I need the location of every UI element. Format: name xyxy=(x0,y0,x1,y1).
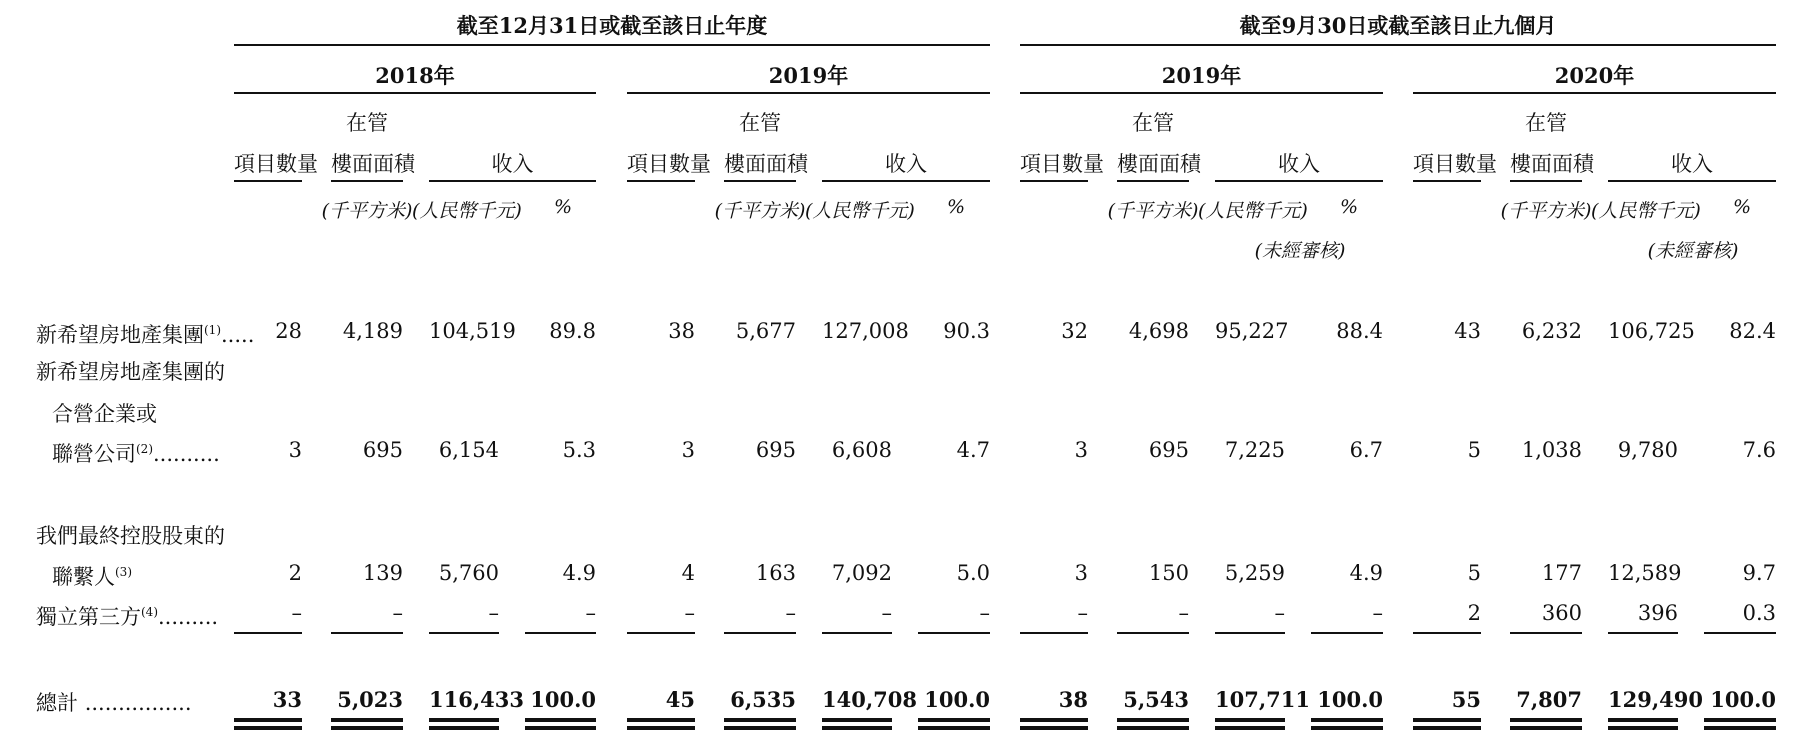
total-double-rule xyxy=(1510,718,1582,722)
col-header-project-count: 項目數量 xyxy=(1020,152,1104,176)
table-cell: 5.3 xyxy=(562,438,596,462)
table-cell: 5 xyxy=(1467,438,1481,462)
year-header-2018: 2018年 xyxy=(375,63,455,88)
table-cell: 3 xyxy=(288,438,302,462)
table-cell: 28 xyxy=(275,319,302,343)
table-cell: 2 xyxy=(1467,601,1481,625)
table-cell: 5,677 xyxy=(735,319,796,343)
table-cell: 4,698 xyxy=(1128,319,1189,343)
subtotal-rule xyxy=(234,632,302,634)
total-double-rule xyxy=(627,718,695,722)
col-header-gfa: 樓面面積 xyxy=(1117,152,1201,176)
col-rule xyxy=(822,180,990,182)
subtotal-rule xyxy=(525,632,596,634)
total-double-rule xyxy=(234,718,302,722)
total-double-rule xyxy=(627,726,695,730)
row-label-jv-line2: 合營企業或 xyxy=(52,402,157,426)
row-label-third-party: 獨立第三方$^{(4)}$......... xyxy=(36,605,219,629)
total-cell: 107,711 xyxy=(1215,687,1310,712)
col-header-project-count: 項目數量 xyxy=(1413,152,1497,176)
total-double-rule xyxy=(1413,718,1481,722)
col-header-gfa: 樓面面積 xyxy=(331,152,415,176)
col-header-revenue: 收入 xyxy=(885,152,927,176)
unit-revenue: (人民幣千元) xyxy=(1591,200,1701,222)
table-cell: 6,154 xyxy=(438,438,499,462)
table-cell: 4.7 xyxy=(956,438,990,462)
total-cell: 38 xyxy=(1058,687,1088,712)
col-rule xyxy=(1413,180,1481,182)
period-header-annual: 截至12月31日或截至該日止年度 xyxy=(456,13,768,38)
table-cell: 0.3 xyxy=(1742,601,1776,625)
col-header-project-count: 項目數量 xyxy=(627,152,711,176)
total-cell: 100.0 xyxy=(1710,687,1776,712)
col-rule xyxy=(1020,180,1088,182)
subtotal-rule xyxy=(1020,632,1088,634)
table-cell: 43 xyxy=(1454,319,1481,343)
total-double-rule xyxy=(429,726,499,730)
table-cell: 90.3 xyxy=(943,319,990,343)
table-cell: 1,038 xyxy=(1521,438,1582,462)
row-label-jv-line1: 新希望房地產集團的 xyxy=(36,360,225,384)
subtotal-rule xyxy=(918,632,990,634)
table-cell: – xyxy=(392,601,403,625)
table-cell: – xyxy=(1077,601,1088,625)
total-cell: 129,490 xyxy=(1608,687,1703,712)
subtotal-rule xyxy=(822,632,892,634)
table-cell: 4,189 xyxy=(342,319,403,343)
total-double-rule xyxy=(429,718,499,722)
table-cell: 695 xyxy=(755,438,796,462)
col-rule xyxy=(1608,180,1776,182)
total-cell: 100.0 xyxy=(924,687,990,712)
row-label-associates-line1: 我們最終控股股東的 xyxy=(36,524,225,548)
table-cell: 104,519 xyxy=(429,319,516,343)
subtotal-rule xyxy=(331,632,403,634)
year-rule xyxy=(1020,92,1383,94)
unit-gfa: (千平方米) xyxy=(1107,200,1199,222)
total-double-rule xyxy=(822,718,892,722)
unit-gfa: (千平方米) xyxy=(714,200,806,222)
total-double-rule xyxy=(724,718,796,722)
unit-percent: % xyxy=(946,196,966,218)
total-cell: 7,807 xyxy=(1516,687,1582,712)
total-double-rule xyxy=(331,718,403,722)
table-cell: 6.7 xyxy=(1349,438,1383,462)
subtotal-rule xyxy=(1608,632,1678,634)
total-double-rule xyxy=(918,718,990,722)
total-double-rule xyxy=(822,726,892,730)
col-rule xyxy=(627,180,695,182)
unit-gfa: (千平方米) xyxy=(1500,200,1592,222)
total-double-rule xyxy=(1311,718,1383,722)
table-cell: 82.4 xyxy=(1729,319,1776,343)
total-cell: 100.0 xyxy=(530,687,596,712)
total-cell: 100.0 xyxy=(1317,687,1383,712)
col-rule xyxy=(1215,180,1383,182)
col-header-gfa-top: 在管 xyxy=(346,111,388,135)
total-double-rule xyxy=(1704,726,1776,730)
total-double-rule xyxy=(1215,718,1285,722)
table-cell: 106,725 xyxy=(1608,319,1695,343)
table-cell: 5 xyxy=(1467,561,1481,585)
table-cell: 6,232 xyxy=(1521,319,1582,343)
total-cell: 33 xyxy=(272,687,302,712)
total-double-rule xyxy=(1020,726,1088,730)
table-cell: – xyxy=(291,601,302,625)
table-cell: 9,780 xyxy=(1617,438,1678,462)
unit-gfa: (千平方米) xyxy=(321,200,413,222)
subtotal-rule xyxy=(627,632,695,634)
subtotal-rule xyxy=(1215,632,1285,634)
total-double-rule xyxy=(1510,726,1582,730)
total-cell: 45 xyxy=(665,687,695,712)
total-double-rule xyxy=(331,726,403,730)
col-header-project-count: 項目數量 xyxy=(234,152,318,176)
table-cell: – xyxy=(785,601,796,625)
table-cell: 89.8 xyxy=(549,319,596,343)
table-cell: 88.4 xyxy=(1336,319,1383,343)
unit-revenue: (人民幣千元) xyxy=(412,200,522,222)
total-cell: 6,535 xyxy=(730,687,796,712)
table-cell: 360 xyxy=(1541,601,1582,625)
table-cell: 139 xyxy=(362,561,403,585)
subtotal-rule xyxy=(1510,632,1582,634)
unit-revenue: (人民幣千元) xyxy=(1198,200,1308,222)
table-cell: – xyxy=(684,601,695,625)
total-cell: 140,708 xyxy=(822,687,917,712)
table-cell: – xyxy=(979,601,990,625)
year-header-2020: 2020年 xyxy=(1554,63,1635,88)
total-double-rule xyxy=(1413,726,1481,730)
total-double-rule xyxy=(525,726,596,730)
row-label-jv-associates: 聯營公司$^{(2)}$.......... xyxy=(52,442,220,466)
table-cell: 695 xyxy=(362,438,403,462)
row-label-total: 總計 ................ xyxy=(36,691,192,715)
col-header-gfa-top: 在管 xyxy=(1132,111,1174,135)
unit-unaudited: (未經審核) xyxy=(1254,240,1346,262)
col-rule xyxy=(429,180,596,182)
col-rule xyxy=(234,180,302,182)
subtotal-rule xyxy=(1704,632,1776,634)
col-header-revenue: 收入 xyxy=(491,152,534,176)
table-cell: 95,227 xyxy=(1215,319,1289,343)
col-header-gfa: 樓面面積 xyxy=(1510,152,1594,176)
period-rule-annual xyxy=(234,44,990,46)
table-cell: 3 xyxy=(1074,561,1088,585)
table-cell: 695 xyxy=(1148,438,1189,462)
row-label-associates: 聯繫人$^{(3)}$ xyxy=(52,565,132,589)
period-rule-nine-months xyxy=(1020,44,1776,46)
table-cell: 4.9 xyxy=(562,561,596,585)
table-cell: 5,760 xyxy=(438,561,499,585)
table-cell: 396 xyxy=(1637,601,1678,625)
table-cell: – xyxy=(585,601,596,625)
period-header-nine-months: 截至9月30日或截至該日止九個月 xyxy=(1239,13,1557,38)
total-double-rule xyxy=(1608,726,1678,730)
total-double-rule xyxy=(525,718,596,722)
year-header-2019-nine-months: 2019年 xyxy=(1161,63,1242,88)
table-cell: 2 xyxy=(288,561,302,585)
total-double-rule xyxy=(1117,718,1189,722)
year-rule xyxy=(234,92,596,94)
unit-revenue: (人民幣千元) xyxy=(805,200,915,222)
table-cell: 150 xyxy=(1148,561,1189,585)
total-double-rule xyxy=(234,726,302,730)
table-cell: 3 xyxy=(681,438,695,462)
table-cell: – xyxy=(1372,601,1383,625)
table-cell: 5,259 xyxy=(1224,561,1285,585)
col-header-gfa-top: 在管 xyxy=(739,111,781,135)
table-cell: 32 xyxy=(1061,319,1088,343)
total-double-rule xyxy=(1608,718,1678,722)
unit-percent: % xyxy=(1732,196,1752,218)
col-header-revenue: 收入 xyxy=(1671,152,1713,176)
table-cell: – xyxy=(488,601,499,625)
table-cell: 7,092 xyxy=(831,561,892,585)
subtotal-rule xyxy=(429,632,499,634)
col-rule xyxy=(331,180,403,182)
table-cell: – xyxy=(1274,601,1285,625)
row-label-new-hope-group: 新希望房地產集團$^{(1)}$..... xyxy=(36,323,255,347)
total-double-rule xyxy=(1117,726,1189,730)
total-double-rule xyxy=(724,726,796,730)
table-cell: 6,608 xyxy=(831,438,892,462)
table-cell: 7,225 xyxy=(1224,438,1285,462)
total-double-rule xyxy=(1020,718,1088,722)
subtotal-rule xyxy=(1413,632,1481,634)
unit-percent: % xyxy=(1339,196,1359,218)
table-cell: 4.9 xyxy=(1349,561,1383,585)
table-cell: 9.7 xyxy=(1742,561,1776,585)
total-cell: 5,543 xyxy=(1123,687,1189,712)
total-cell: 55 xyxy=(1451,687,1481,712)
col-rule xyxy=(1510,180,1582,182)
table-cell: 163 xyxy=(755,561,796,585)
table-cell: 12,589 xyxy=(1608,561,1682,585)
unit-unaudited: (未經審核) xyxy=(1647,240,1739,262)
total-cell: 5,023 xyxy=(337,687,403,712)
table-cell: 38 xyxy=(668,319,695,343)
subtotal-rule xyxy=(1117,632,1189,634)
total-double-rule xyxy=(918,726,990,730)
col-header-gfa-top: 在管 xyxy=(1525,111,1567,135)
table-cell: 127,008 xyxy=(822,319,909,343)
total-cell: 116,433 xyxy=(429,687,524,712)
table-cell: 177 xyxy=(1541,561,1582,585)
subtotal-rule xyxy=(1311,632,1383,634)
total-double-rule xyxy=(1215,726,1285,730)
total-double-rule xyxy=(1704,718,1776,722)
table-cell: 3 xyxy=(1074,438,1088,462)
year-rule xyxy=(1413,92,1776,94)
col-header-revenue: 收入 xyxy=(1278,152,1320,176)
col-header-gfa: 樓面面積 xyxy=(724,152,808,176)
col-rule xyxy=(724,180,796,182)
year-header-2019: 2019年 xyxy=(768,63,849,88)
table-cell: – xyxy=(1178,601,1189,625)
table-cell: – xyxy=(881,601,892,625)
unit-percent: % xyxy=(553,196,573,218)
subtotal-rule xyxy=(724,632,796,634)
col-rule xyxy=(1117,180,1189,182)
total-double-rule xyxy=(1311,726,1383,730)
table-cell: 4 xyxy=(681,561,695,585)
table-cell: 5.0 xyxy=(956,561,990,585)
year-rule xyxy=(627,92,990,94)
table-cell: 7.6 xyxy=(1742,438,1776,462)
